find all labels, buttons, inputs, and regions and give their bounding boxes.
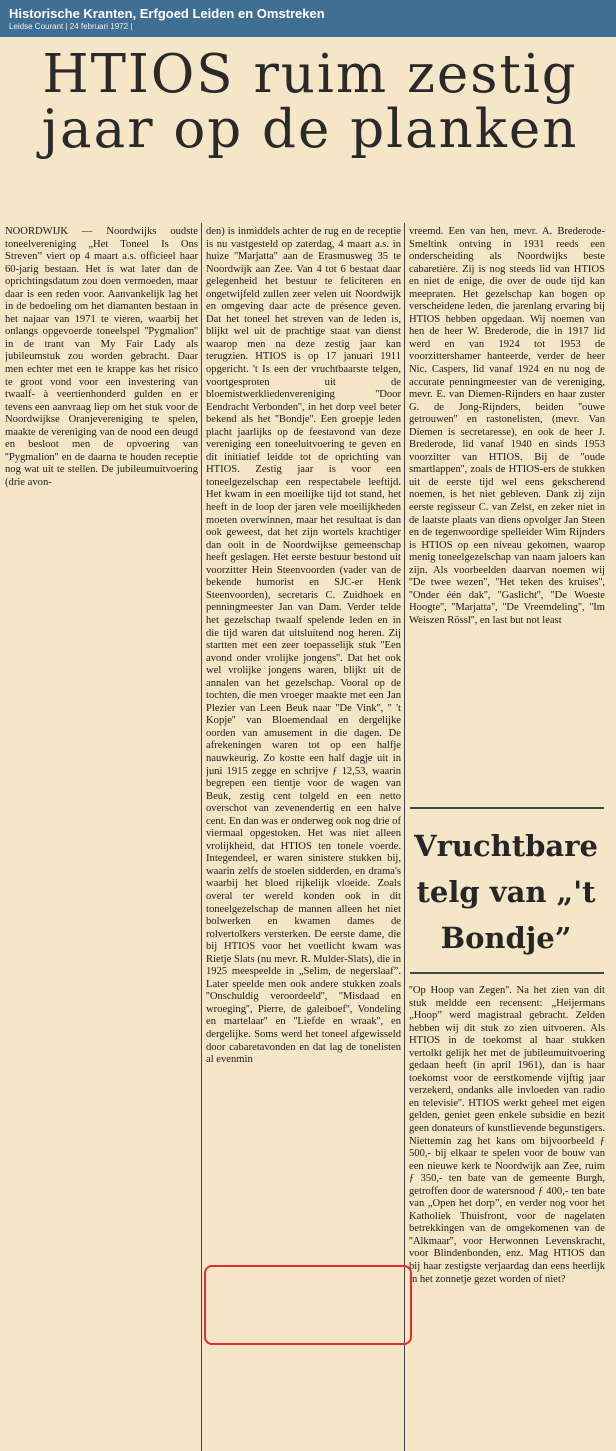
subheadline: Vruchtbare telg van „'t Bondje” xyxy=(414,829,598,955)
subhead-rule-top xyxy=(410,807,604,809)
article-column-1: NOORDWIJK — Noordwijks oudste toneelvereniging „Het Toneel Is Ons Streven” viert op 4 maart a.s. officieel haar 60-jarig bestaan. Het is wat later dan de oprichtingsdatum zou doen vermoeden, maar daar is een reden voor. Aanvankelijk lag het in de bedoeling om het diamanten bestaan in het najaar van 1971 te vieren, waarbij het onlangs opgevoerde toneelspel ''Pygmalion'' in de trant van My Fair Lady als jubileumstuk zou worden gebracht. Daar men echter met een te krappe kas het risico te groot vond voor een investering van twaalf- à veertienhonderd gulden en er tevens een aanvraag liep om het stuk voor de Noordwijkse Oranjevereniging te spelen, maakte de vereniging van de nood een deugd en besloot men de opvoering van ''Pygmalion'' en de daarna te houden receptie nog wat uit te stellen. De jubileumuitvoering (drie avon- xyxy=(5,226,198,488)
newspaper-clipping xyxy=(0,37,616,1451)
column-divider-1 xyxy=(201,223,202,1451)
issue-info: Leidse Courant | 24 februari 1972 | xyxy=(9,22,133,31)
viewer-header xyxy=(0,0,616,37)
subhead-rule-bottom xyxy=(410,972,604,974)
site-title[interactable]: Historische Kranten, Erfgoed Leiden en Omstreken xyxy=(9,6,325,21)
search-hit-highlight xyxy=(204,1265,412,1345)
article-headline: HTIOS ruim zestig jaar op de planken xyxy=(41,44,579,160)
article-column-3-continued: ''Op Hoop van Zegen''. Na het zien van dit stuk meldde een recensent: „Heijermans „Hoop” werd magistraal gebracht. Zelden hebben wij dit stuk zo zien uitvoeren. Als HTIOS in de toekomst al haar stukken vertolkt gelijk het met de jubileumuitvoering gedaan heeft (in april 1961), dan is haar toekomst voor de eerstkomende vijftig jaar verzekerd, ondanks alle invloeden van radio en televisie''. HTIOS werkt geheel met eigen gelden, geniet geen enkele subsidie en bezit geen donateurs of kunstlievende begunstigers. Niettemin zag het kans om bijvoorbeeld ƒ 500,- bij elkaar te spelen voor de bouw van een nieuwe kerk te Noordwijk aan Zee, ruim ƒ 350,- ten bate van de gemeente Burgh, getroffen door de watersnood ƒ 400,- ten bate van „Open het dorp”, en verder nog voor het Katholiek Thuisfront, voor de nagelaten betrekkingen van de omgekomenen van de ''Alkmaar'', voor Herwonnen Levenskracht, voor Blindenbonden, enz. Mag HTIOS dan bij haar zestigste verjaardag dan eens heerlijk in het zonnetje gezet worden of niet? xyxy=(409,985,605,1285)
article-column-3: vreemd. Een van hen, mevr. A. Brederode-Smeltink ontving in 1931 reeds een onderscheiding als Noordwijks beste cabaretière. Zij is nog steeds lid van HTIOS en niet de enige, die over de oude tijd kan meepraten. Het gezelschap kan bogen op verscheidene leden, die jarenlang ervaring bij HTIOS hebben opgedaan. Wij noemen van hen de heer W. Brederode, die in 1917 lid werd en van 1924 tot 1953 de voorzittershamer hanteerde, verder de heer Nic. Caspers, lid vanaf 1924 en nu nog de accurate penningmeester van de vereniging, mevr. E. van Diemen-Rijnders en haar zuster G. de Jong-Rijnders, beiden ''ouwe getrouwen'' en rastonelisten, (mevr. Van Diemen is secretaresse), en ook de heer J. Brederode, lid vanaf 1940 en sinds 1953 voorzitter van HTIOS. Bij de ''oude smartlappen'', zoals de HTIOS-ers de stukken uit de eerste tijd wel eens gekscherend noemen, is het niet gebleven. Dank zij zijn eerste regisseur C. van Zelst, en zeker niet in de laatste plaats van diens opvolger Jan Steen en de tegenwoordige spelleider Wim Rijnders is HTIOS op een niveau gekomen, waarop menig toneelgezelschap van naam jaloers kan zijn. Als voorbeelden daarvan noemen wij ''De twee wezen'', ''Het teken des kruises'', ''Onder één dak'', ''Gaslicht'', ''De Woeste Hoogte'', ''Marjatta'', ''De Vreemdeling'', ''Im Weiszen Rössl'', en last but not least xyxy=(409,226,605,626)
article-column-2: den) is inmiddels achter de rug en de receptie is nu vastgesteld op zaterdag, 4 maart a.s. in huize ''Marjatta'' aan de Erasmusweg 35 te Noordwijk aan Zee. Van 4 tot 6 bestaat daar gelegenheid het bestuur te feliciteren en ongetwijfeld zullen zeer velen uit Noordwijk en omgeving daar acte de présence geven. Dat het toneel het streven van de leden is, blijkt wel uit de prachtige staat van dienst waarop men na deze zestig jaar kan terugzien. HTIOS is op 17 januari 1911 opgericht. 't Is een der vruchtbaarste telgen, voortgesproten uit de bloemistwerkliedenvereniging ''Door Eendracht Verbonden'', in het dorp veel beter bekend als het ''Bondje''. Een groepje leden placht jaarlijks op de feestavond van deze vereniging een toneeluitvoering te geven en dit initiatief leidde tot de oprichting van HTIOS. Zestig jaar is voor een toneelgezelschap een respectabele leeftijd. Het kwam in een moeilijke tijd tot stand, het heeft in de loop der jaren vele moeilijkheden moeten overwinnen, maar het resultaat is dan ook geweest, dat het zijn wortels krachtiger dan ooit in de Noordwijkse gemeenschap heeft geslagen. Het eerste bestuur bestond uit voorzitter Hein Steenvoorden (vader van de bekende humorist en SJC-er Henk Steenvoorden), secretaris C. Zuidhoek en penningmeester Jan van Dam. Verder telde het gezelschap twaalf spelende leden en in die tijd waren dat uitsluitend nog heren. Zij startten met een zeer toepasselijk stuk ''Een avond onder vrolijke jongens''. Dat het ook wel vrolijke jongens waren, blijkt uit de annalen van het gezelschap. Vooral op de tochten, die men vroeger maakte met een Jan Plezier van Leen Beuk naar ''De Vink'', '' 't Kopje'' van Bloemendaal en dergelijke oorden van amusement in die dagen. De afrekeningen waren tot op een halfje nauwkeurig. Zo kostte een half dagje uit in juni 1915 zegge en schrijve ƒ 12,53, waarin begrepen een tientje voor de wagen van Beuk, zestig cent tolgeld en een netto overschot van zevenendertig en een halve cent. En dan was er onderweg ook nog drie of viermaal opgestoken. Het was niet alleen vrolijkheid, dat HTIOS ten tonele voerde. Integendeel, er waren sinistere stukken bij, waarin zelfs de stoelen sidderden, en drama's waarbij het bloed rijkelijk vloeide. Zoals overal ter wereld konden ook in dit toneelgezelschap de mannen alleen het niet bolwerken en kwamen dames de rolvertolkers versterken. De eerste dame, die bij HTIOS voor het voetlicht kwam was Rietje Slats (nu mevr. R. Mulder-Slats), die in 1925 meespeelde in „Selim, de negerslaaf”. Later speelde men ook andere stukken zoals ''Onschuldig veroordeeld'', ''Misdaad en wroeging'', Pierre, de galeiboef'', Vondeling en martelaar'' en ''Liefde en wraak'', en dergelijke. Soms werd het toneel afgewisseld door cabaretavonden en dat lag de tonelisten al evenmin xyxy=(206,226,401,1066)
